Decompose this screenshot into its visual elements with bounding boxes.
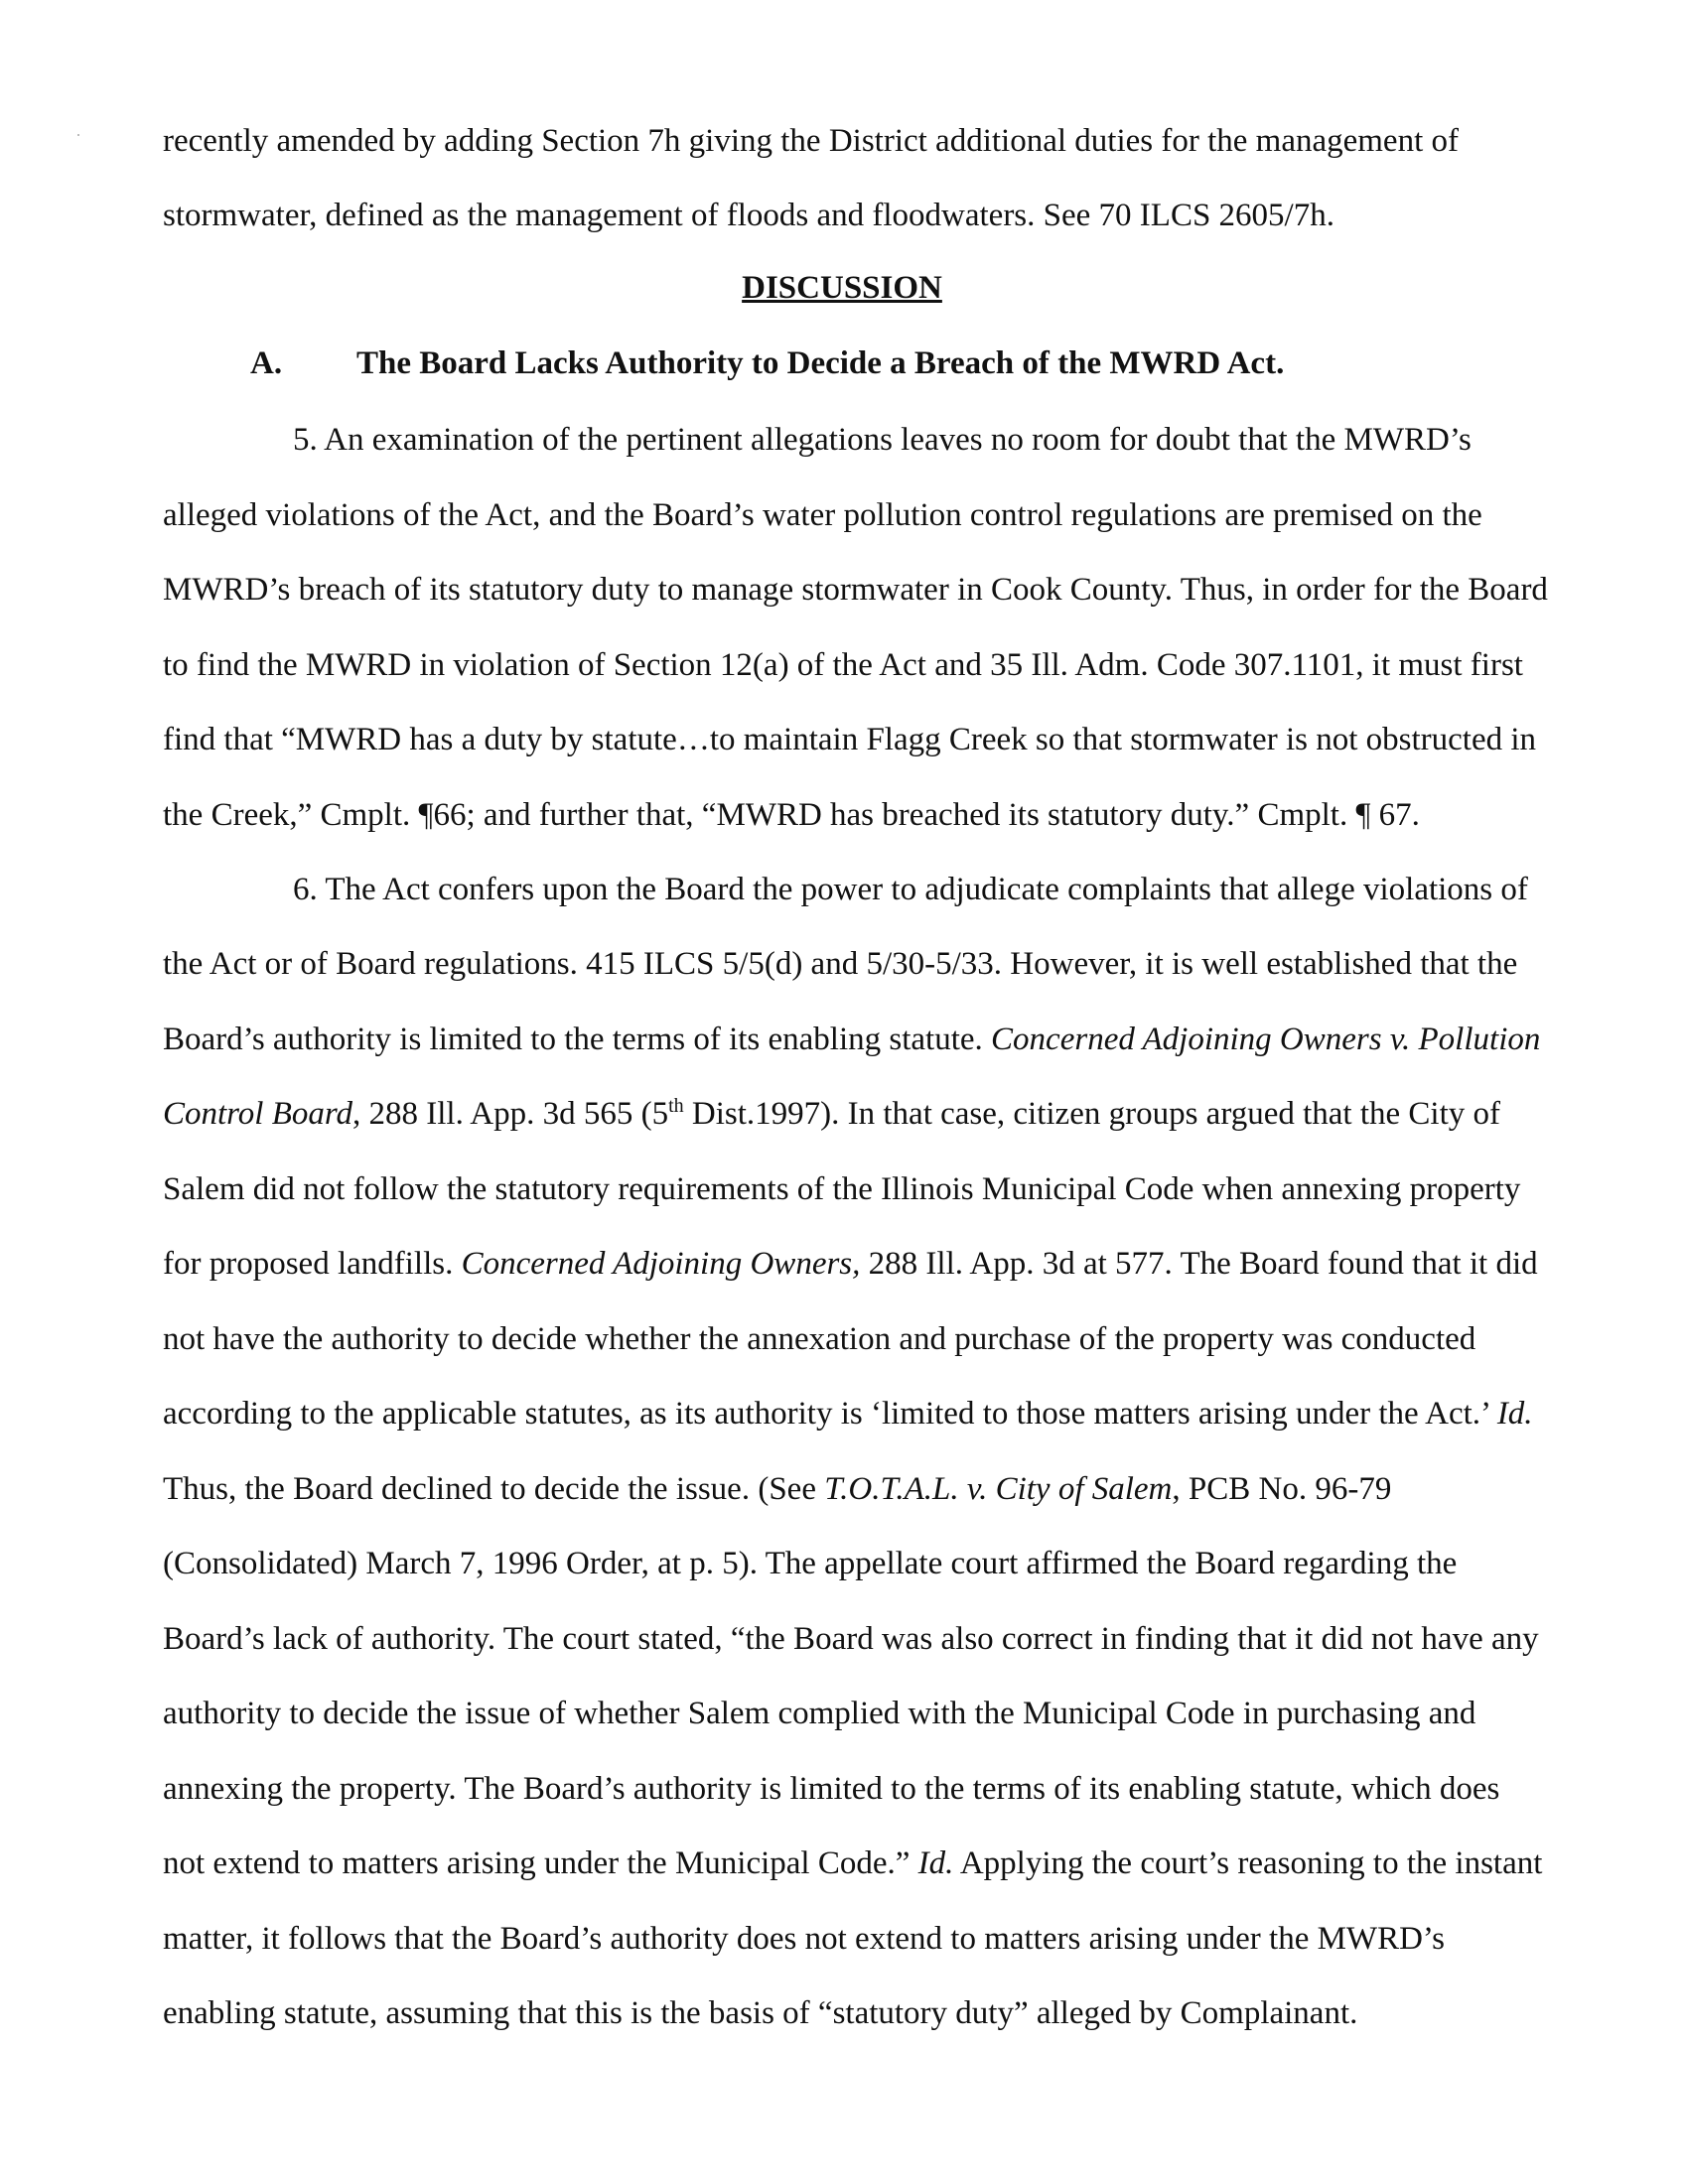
para6-line-9 bbox=[163, 1469, 1391, 1509]
case-citation: Concerned Adjoining Owners v. Pollution bbox=[991, 1022, 1541, 1057]
para5-line-2: alleged violations of the Act, and the Board’s water pollution control regulations are premised on the bbox=[163, 497, 1482, 533]
para6-line-4-text: , 288 Ill. App. 3d 565 (5 bbox=[352, 1096, 669, 1132]
subsection-heading bbox=[250, 345, 1284, 382]
para6-line-14 bbox=[163, 1843, 1542, 1883]
para6-line-3 bbox=[163, 1020, 1540, 1059]
para6-line-6-text: for proposed landfills. bbox=[163, 1246, 462, 1282]
intro-line-2: stormwater, defined as the management of floods and floodwaters. See 70 ILCS 2605/7h. bbox=[163, 198, 1334, 233]
para6-line-7: not have the authority to decide whether the annexation and purchase of the property was conducted bbox=[163, 1321, 1476, 1357]
para5-line-4: to find the MWRD in violation of Section 12(a) of the Act and 35 Ill. Adm. Code 307.1101, it must first bbox=[163, 647, 1523, 683]
para6-line-13: annexing the property. The Board’s authority is limited to the terms of its enabling statute, which does bbox=[163, 1771, 1500, 1807]
ordinal-suffix: th bbox=[668, 1095, 684, 1117]
para6-line-8 bbox=[163, 1394, 1533, 1433]
para6-line-9-text: Thus, the Board declined to decide the issue. (See bbox=[163, 1471, 825, 1507]
para6-line-4 bbox=[163, 1094, 1500, 1134]
para6-line-5: Salem did not follow the statutory requirements of the Illinois Municipal Code when annexing property bbox=[163, 1171, 1521, 1207]
para6-line-15: matter, it follows that the Board’s authority does not extend to matters arising under the MWRD’s bbox=[163, 1921, 1445, 1957]
para5-line-3: MWRD’s breach of its statutory duty to manage stormwater in Cook County. Thus, in order for the Board bbox=[163, 572, 1548, 608]
para6-line-14-text-end: Applying the court’s reasoning to the instant bbox=[953, 1845, 1543, 1881]
para6-line-8-text: according to the applicable statutes, as its authority is ‘limited to those matters arising under the Act.’ bbox=[163, 1396, 1497, 1432]
section-heading: DISCUSSION bbox=[742, 270, 942, 306]
para6-line-3-text: Board’s authority is limited to the terms of its enabling statute. bbox=[163, 1022, 992, 1057]
case-citation: Concerned Adjoining Owners, bbox=[461, 1246, 861, 1282]
para6-line-12: authority to decide the issue of whether Salem complied with the Municipal Code in purchasing and bbox=[163, 1696, 1476, 1731]
case-citation: T.O.T.A.L. v. City of Salem bbox=[824, 1471, 1173, 1507]
para5-line-5: find that “MWRD has a duty by statute…to maintain Flagg Creek so that stormwater is not obstructed in bbox=[163, 722, 1537, 757]
para6-line-4-text-end: Dist.1997). In that case, citizen groups argued that the City of bbox=[683, 1096, 1500, 1132]
subsection-letter: A. bbox=[250, 345, 283, 381]
para5-line-1: 5. An examination of the pertinent allegations leaves no room for doubt that the MWRD’s bbox=[293, 422, 1472, 458]
para6-line-6-text-end: 288 Ill. App. 3d at 577. The Board found that it did bbox=[860, 1246, 1538, 1282]
id-citation: Id. bbox=[1496, 1396, 1533, 1432]
para6-line-11: Board’s lack of authority. The court stated, “the Board was also correct in finding that it did not have any bbox=[163, 1621, 1539, 1657]
subsection-title: The Board Lacks Authority to Decide a Breach of the MWRD Act. bbox=[356, 345, 1285, 381]
para6-line-14-text: not extend to matters arising under the Municipal Code.” bbox=[163, 1845, 918, 1881]
intro-line-1: recently amended by adding Section 7h giving the District additional duties for the management of bbox=[163, 123, 1459, 159]
case-citation: Control Board bbox=[163, 1096, 352, 1132]
para6-line-2: the Act or of Board regulations. 415 ILCS 5/5(d) and 5/30-5/33. However, it is well established that the bbox=[163, 946, 1518, 982]
scan-speck bbox=[77, 134, 79, 136]
para5-line-6: the Creek,” Cmplt. ¶66; and further that, “MWRD has breached its statutory duty.” Cmplt. ¶ 67. bbox=[163, 797, 1420, 833]
para6-line-1: 6. The Act confers upon the Board the power to adjudicate complaints that allege violations of bbox=[293, 872, 1528, 907]
para6-line-10: (Consolidated) March 7, 1996 Order, at p. 5). The appellate court affirmed the Board regarding the bbox=[163, 1546, 1458, 1581]
para6-line-9-text-end: , PCB No. 96-79 bbox=[1172, 1471, 1392, 1507]
para6-line-16: enabling statute, assuming that this is the basis of “statutory duty” alleged by Complainant. bbox=[163, 1995, 1358, 2031]
para6-line-6 bbox=[163, 1244, 1538, 1284]
id-citation: Id. bbox=[917, 1845, 954, 1881]
